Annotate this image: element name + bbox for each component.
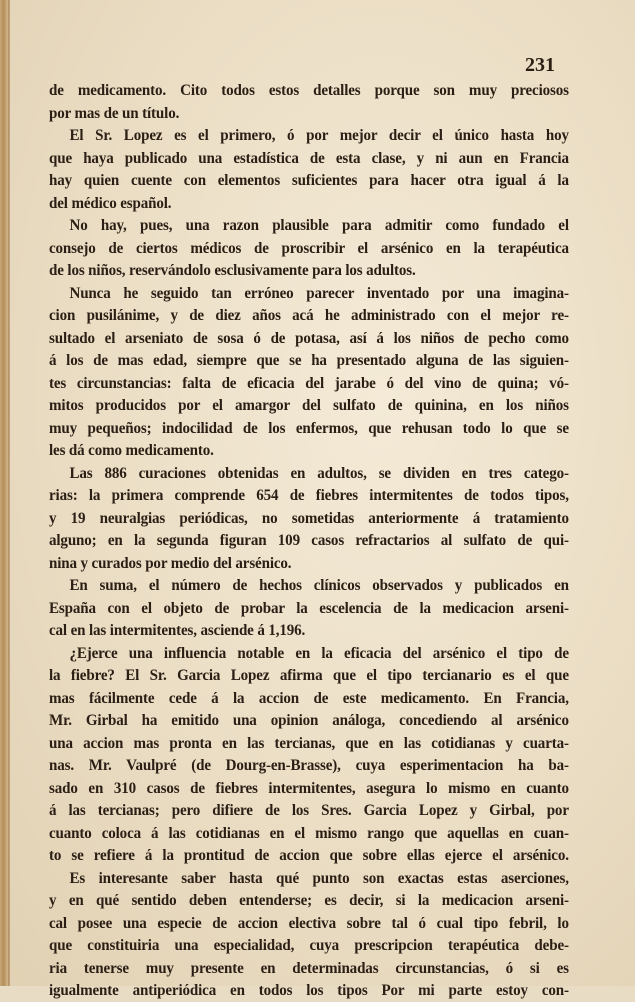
text-line: á las tercianas; pero difiere de los Sres. Garcia Lopez y Girbal, por — [49, 801, 569, 819]
text-line: una accion mas pronta en las tercianas, que en las cotidianas y cuarta- — [49, 733, 569, 752]
text-line: y en qué sentido deben entenderse; es decir, si la medicacion arseni- — [49, 891, 569, 909]
text-line: mitos producidos por el amargor del sulfato de quinina, en los niños — [49, 396, 569, 414]
text-line: cion pusilánime, y de diez años acá he administrado con el mejor re- — [49, 306, 569, 324]
text-line: que constituiria una especialidad, cuya prescripcion terapéutica debe- — [49, 936, 569, 954]
text-line: tes circunstancias: falta de eficacia del jarabe ó del vino de quina; vó- — [49, 373, 569, 392]
text-line: Es interesante saber hasta qué punto son exactas estas aserciones, — [69, 868, 569, 887]
text-line: sado en 310 casos de fiebres intermitentes, asegura lo mismo en cuanto — [49, 778, 569, 797]
text-line: nas. Mr. Vaulpré (de Dourg-en-Brasse), cuya esperimentacion ha ba- — [49, 756, 569, 774]
text-line: del médico español. — [49, 193, 172, 212]
text-line: Mr. Girbal ha emitido una opinion análoga, concediendo al arsénico — [49, 711, 569, 729]
text-line: igualmente antiperiódica en todos los tipos Por mi parte estoy con- — [49, 981, 569, 999]
text-line: que haya publicado una estadística de esta clase, y ni aun en Francia — [49, 148, 569, 167]
text-line: Las 886 curaciones obtenidas en adultos, se dividen en tres catego- — [69, 463, 569, 482]
text-line: rias: la primera comprende 654 de fiebres intermitentes de todos tipos, — [49, 486, 569, 504]
text-line: cuanto coloca á las cotidianas en el mismo rango que aquellas en cuan- — [49, 823, 569, 842]
text-line: por mas de un título. — [49, 103, 180, 122]
text-line: El Sr. Lopez es el primero, ó por mejor decir el único hasta hoy — [69, 126, 569, 144]
text-line: España con el objeto de probar la escelencia de la medicacion arseni- — [49, 598, 569, 617]
text-line: cal posee una especie de accion electiva sobre tal ó cual tipo febril, lo — [49, 913, 569, 932]
text-line: nina y curados por medio del arsénico. — [49, 553, 292, 572]
text-line: ria tenerse muy presente en determinadas circunstancias, ó si es — [49, 958, 569, 977]
text-line: sultado el arseniato de sosa ó de potasa, así á los niños de pecho como — [49, 328, 569, 347]
text-line: y 19 neuralgias periódicas, no sometidas anteriormente á tratamiento — [49, 508, 569, 527]
text-line: de los niños, reservándolo esclusivamente para los adultos. — [49, 261, 416, 279]
body-text — [49, 79, 569, 1002]
text-line: alguno; en la segunda figuran 109 casos refractarios al sulfato de qui- — [49, 531, 569, 549]
text-line: Nunca he seguido tan erróneo parecer inventado por una imagina- — [69, 283, 569, 302]
text-line: No hay, pues, una razon plausible para admitir como fundado el — [69, 216, 569, 234]
text-line: la fiebre? El Sr. Garcia Lopez afirma que el tipo tercianario es el que — [49, 666, 569, 684]
text-line: consejo de ciertos médicos de proscribir el arsénico en la terapéutica — [49, 238, 569, 257]
page-gutter-line — [8, 0, 10, 986]
text-line: muy pequeños; indocilidad de los enfermos, que rehusan todo lo que se — [49, 418, 569, 437]
text-line: de medicamento. Cito todos estos detalles porque son muy preciosos — [49, 81, 569, 99]
page-number: 231 — [525, 54, 555, 76]
text-line: cal en las intermitentes, asciende á 1,196. — [49, 621, 306, 639]
text-line: ¿Ejerce una influencia notable en la eficacia del arsénico el tipo de — [69, 643, 569, 662]
text-line: hay quien cuente con elementos suficientes para hacer otra igual á la — [49, 171, 569, 189]
text-line: mas fácilmente cede á la accion de este medicamento. En Francia, — [49, 688, 569, 707]
text-line: les dá como medicamento. — [49, 441, 214, 459]
text-line: á los de mas edad, siempre que se ha presentado alguna de las siguien- — [49, 351, 569, 369]
text-line: En suma, el número de hechos clínicos observados y publicados en — [69, 576, 569, 594]
text-line: to se refiere á la prontitud de accion que sobre ellas ejerce el arsénico. — [49, 846, 569, 864]
